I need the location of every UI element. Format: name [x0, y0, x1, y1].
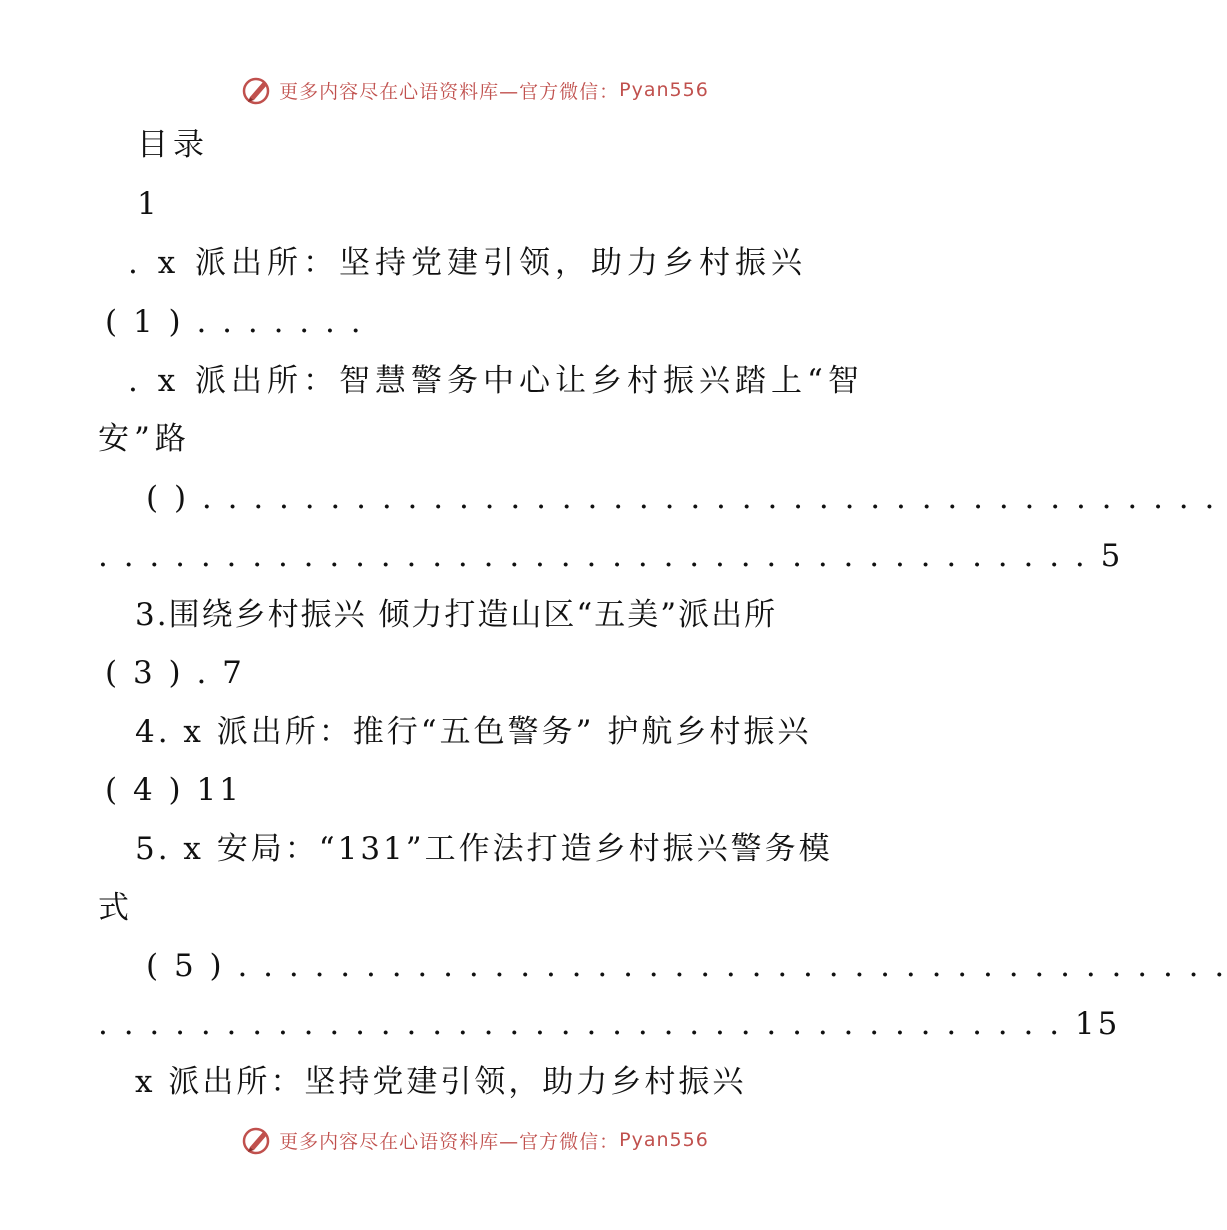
toc-item-2-title: . x 派出所：智慧警务中心让乡村振兴踏上“智 — [128, 363, 864, 399]
banner-wechat-id: Pyan556 — [619, 1129, 709, 1151]
banner-wechat-id: Pyan556 — [619, 79, 709, 101]
toc-item-5-leader: ( 5 ) . . . . . . . . . . . . . . . . . . . . . . . . . . . . . . . . . . . . . . . — [146, 948, 1227, 984]
banner-text: 更多内容尽在心语资料库—官方微信： — [279, 1130, 620, 1153]
pen-logo-icon — [241, 74, 273, 106]
toc-title: 目录 — [137, 127, 209, 163]
toc-item-1-title: . x 派出所：坚持党建引领，助力乡村振兴 — [128, 245, 808, 281]
banner-text: 更多内容尽在心语资料库—官方微信： — [279, 80, 620, 103]
header-banner — [0, 70, 950, 110]
toc-item-5-title: 5. x 安局：“131”工作法打造乡村振兴警务模 — [135, 831, 833, 867]
toc-item-1-page: ( 1 ) . . . . . . . — [105, 304, 364, 340]
toc-item-2-title-cont: 安”路 — [98, 421, 191, 457]
toc-item-3-title: 3.围绕乡村振兴 倾力打造山区“五美”派出所 — [135, 597, 778, 633]
pen-logo-icon — [241, 1124, 273, 1156]
toc-item-2-page: . . . . . . . . . . . . . . . . . . . . . . . . . . . . . . . . . . . . . . . 5 — [98, 538, 1124, 574]
toc-item-2-leader: ( ) . . . . . . . . . . . . . . . . . . . . . . . . . . . . . . . . . . . . . . . . — [146, 480, 1218, 516]
section-heading: x 派出所：坚持党建引领，助力乡村振兴 — [135, 1064, 747, 1100]
toc-item-5-page: . . . . . . . . . . . . . . . . . . . . . . . . . . . . . . . . . . . . . . 15 — [98, 1006, 1121, 1042]
toc-item-5-title-cont: 式 — [98, 890, 134, 926]
toc-item-3-page: ( 3 ) . 7 — [105, 655, 245, 691]
toc-number-1: 1 — [137, 186, 162, 222]
footer-banner — [0, 1120, 950, 1160]
toc-item-4-page: ( 4 ) 11 — [105, 772, 242, 808]
toc-item-4-title: 4. x 派出所：推行“五色警务” 护航乡村振兴 — [135, 714, 812, 750]
